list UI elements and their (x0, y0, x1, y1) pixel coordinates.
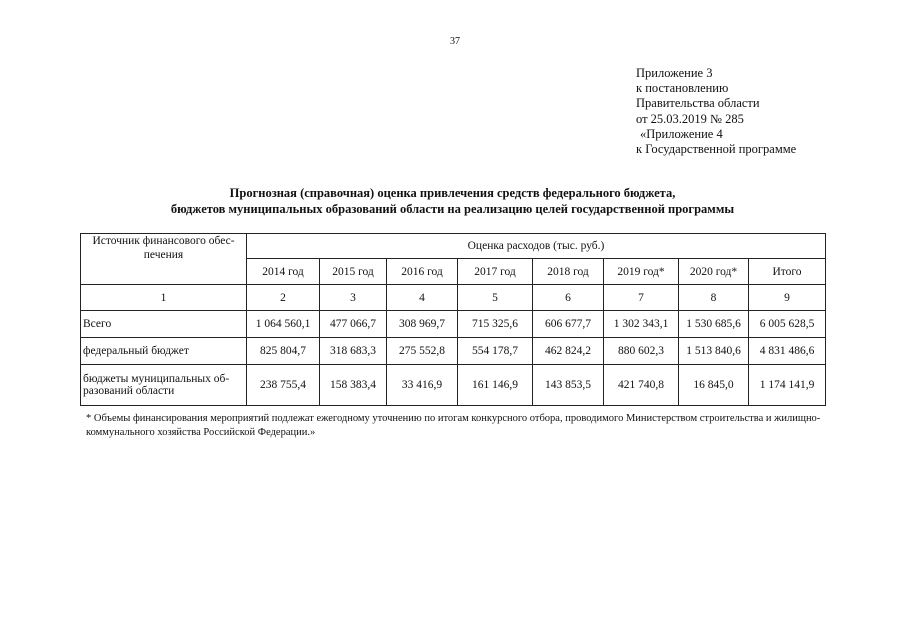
row-label: федеральный бюджет (81, 338, 247, 365)
cell-value: 1 064 560,1 (247, 311, 320, 338)
cell-value: 308 969,7 (387, 311, 458, 338)
cell-value: 4 831 486,6 (749, 338, 826, 365)
year-header: 2014 год (247, 259, 320, 285)
title-line: Прогнозная (справочная) оценка привлечения средств федерального бюджета, (229, 186, 676, 200)
cell-value: 33 416,9 (387, 365, 458, 406)
cell-value: 880 602,3 (604, 338, 679, 365)
column-number: 1 (81, 285, 247, 311)
funding-estimate-table (80, 233, 826, 406)
cell-value: 1 513 840,6 (679, 338, 749, 365)
appendix-line: к постановлению (636, 81, 729, 96)
year-header: 2017 год (458, 259, 533, 285)
cell-value: 477 066,7 (320, 311, 387, 338)
cell-value: 143 853,5 (533, 365, 604, 406)
cell-value: 1 302 343,1 (604, 311, 679, 338)
table-row (81, 311, 826, 338)
row-label: бюджеты муниципальных об-разований области (81, 365, 247, 406)
cell-value: 275 552,8 (387, 338, 458, 365)
cell-value: 462 824,2 (533, 338, 604, 365)
appendix-line: «Приложение 4 (640, 126, 723, 141)
cell-value: 158 383,4 (320, 365, 387, 406)
column-number: 5 (458, 285, 533, 311)
cell-value: 238 755,4 (247, 365, 320, 406)
column-number: 8 (679, 285, 749, 311)
column-number: 6 (533, 285, 604, 311)
year-header: 2019 год* (604, 259, 679, 285)
appendix-reference (636, 66, 796, 157)
page-number: 37 (450, 36, 460, 47)
cell-value: 161 146,9 (458, 365, 533, 406)
year-header: 2015 год (320, 259, 387, 285)
cell-value: 1 530 685,6 (679, 311, 749, 338)
title-line: бюджетов муниципальных образований области на реализацию целей государственной программы (170, 201, 735, 216)
table-row (81, 365, 826, 406)
appendix-line: Правительства области (636, 96, 760, 111)
appendix-line: от 25.03.2019 № 285 (636, 111, 744, 126)
cell-value: 421 740,8 (604, 365, 679, 406)
cell-value: 16 845,0 (679, 365, 749, 406)
column-number: 3 (320, 285, 387, 311)
row-label: Всего (81, 311, 247, 338)
cell-value: 554 178,7 (458, 338, 533, 365)
document-title (80, 186, 825, 217)
cell-value: 825 804,7 (247, 338, 320, 365)
total-header: Итого (749, 259, 826, 285)
footnote: * Объемы финансирования мероприятий подлежат ежегодному уточнению по итогам конкурсного отбора, проводимого Министерством строительства и жилищно-коммунального хозяйства Российской Федерации.» (86, 413, 821, 438)
cell-value: 715 325,6 (458, 311, 533, 338)
year-header: 2016 год (387, 259, 458, 285)
year-header: 2020 год* (679, 259, 749, 285)
cell-value: 318 683,3 (320, 338, 387, 365)
cell-value: 6 005 628,5 (749, 311, 826, 338)
column-number: 7 (604, 285, 679, 311)
estimate-header: Оценка расходов (тыс. руб.) (247, 234, 826, 259)
column-number: 9 (749, 285, 826, 311)
column-number: 2 (247, 285, 320, 311)
table-row (81, 338, 826, 365)
appendix-line: к Государственной программе (636, 142, 797, 157)
cell-value: 1 174 141,9 (749, 365, 826, 406)
column-number: 4 (387, 285, 458, 311)
cell-value: 606 677,7 (533, 311, 604, 338)
source-header: Источник финансового обес-печения (81, 234, 247, 285)
appendix-line: Приложение 3 (636, 66, 713, 80)
year-header: 2018 год (533, 259, 604, 285)
